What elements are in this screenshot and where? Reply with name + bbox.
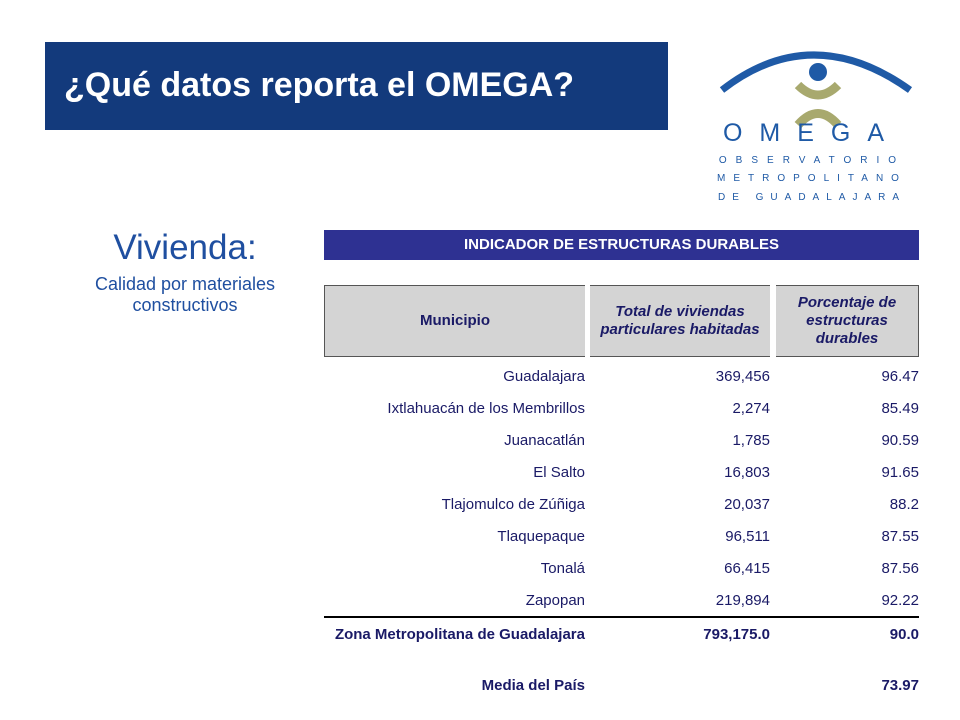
cell-municipio: Zapopan	[525, 592, 585, 609]
logo-head	[809, 63, 827, 81]
table-row	[324, 553, 919, 585]
cell-total: 66,415	[724, 560, 770, 577]
header-municipio: Municipio	[324, 285, 585, 357]
cell-porcentaje: 92.22	[881, 592, 919, 609]
total-porcentaje: 90.0	[889, 626, 919, 643]
table-row	[324, 361, 919, 393]
logo-line3: DE GUADALAJARA	[717, 192, 907, 203]
table-row	[324, 521, 919, 553]
national-label: Media del País	[481, 677, 585, 694]
logo-line2: METROPOLITANO	[717, 173, 907, 184]
cell-municipio: Tlaquepaque	[497, 528, 585, 545]
section-label	[60, 228, 310, 316]
cell-total: 219,894	[715, 592, 770, 609]
cell-porcentaje: 87.56	[881, 560, 919, 577]
table-banner: INDICADOR DE ESTRUCTURAS DURABLES	[324, 230, 919, 260]
cell-porcentaje: 87.55	[881, 528, 919, 545]
cell-total: 2,274	[732, 400, 770, 417]
cell-total: 20,037	[724, 496, 770, 513]
cell-municipio: Tlajomulco de Zúñiga	[441, 496, 585, 513]
cell-municipio: Juanacatlán	[504, 432, 585, 449]
table-row	[324, 393, 919, 425]
national-porcentaje: 73.97	[881, 677, 919, 694]
total-row	[324, 616, 919, 645]
header-total-viviendas: Total de viviendas particulares habitadas	[590, 285, 770, 357]
cell-municipio: Ixtlahuacán de los Membrillos	[387, 400, 585, 417]
table-row	[324, 425, 919, 457]
cell-porcentaje: 85.49	[881, 400, 919, 417]
cell-municipio: Guadalajara	[503, 368, 585, 385]
cell-porcentaje: 90.59	[881, 432, 919, 449]
logo-line1: OBSERVATORIO	[718, 155, 906, 166]
national-viviendas	[590, 674, 770, 698]
table-row	[324, 585, 919, 617]
title-banner	[45, 42, 668, 130]
cell-total: 1,785	[732, 432, 770, 449]
table-body	[324, 361, 919, 617]
total-viviendas: 793,175.0	[703, 626, 770, 643]
page-title: ¿Qué datos reporta el OMEGA?	[64, 66, 575, 104]
table-row	[324, 489, 919, 521]
national-row	[324, 674, 919, 698]
cell-municipio: El Salto	[533, 464, 585, 481]
cell-porcentaje: 88.2	[889, 496, 919, 513]
cell-municipio: Tonalá	[540, 560, 585, 577]
total-label: Zona Metropolitana de Guadalajara	[334, 626, 585, 643]
section-subheading: Calidad por materiales constructivos	[94, 274, 276, 315]
section-heading: Vivienda:	[113, 228, 257, 267]
logo-figure-arms	[798, 85, 838, 95]
logo-name: OMEGA	[722, 119, 902, 147]
table-row	[324, 457, 919, 489]
cell-total: 96,511	[725, 528, 770, 545]
cell-porcentaje: 91.65	[881, 464, 919, 481]
cell-total: 369,456	[715, 368, 770, 385]
cell-porcentaje: 96.47	[881, 368, 919, 385]
omega-logo	[700, 30, 925, 210]
cell-total: 16,803	[724, 464, 770, 481]
header-porcentaje: Porcentaje de estructuras durables	[776, 285, 919, 357]
